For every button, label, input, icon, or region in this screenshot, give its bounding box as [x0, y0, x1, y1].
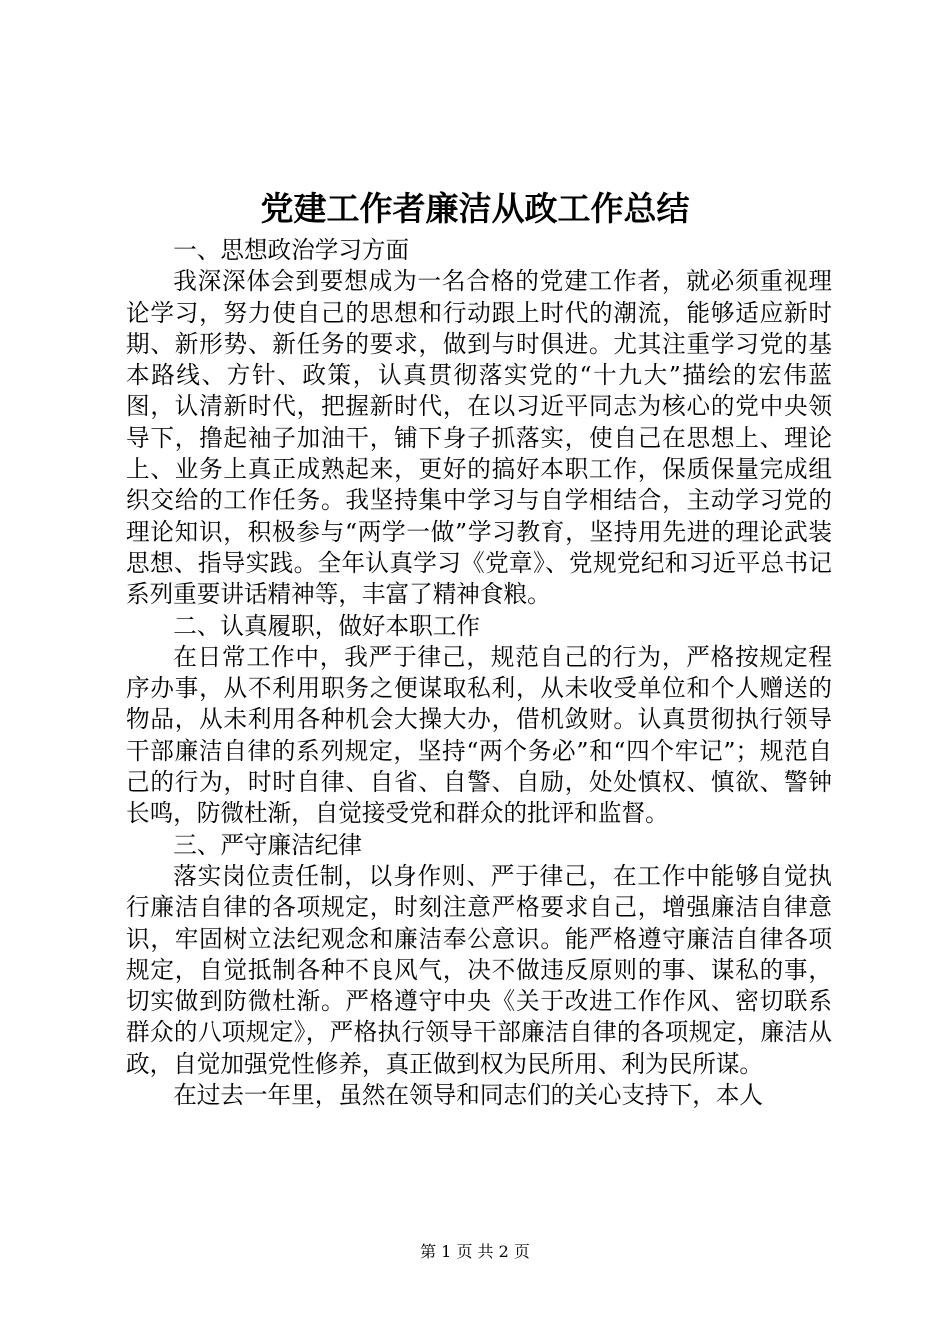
- page-number-footer: 第 1 页 共 2 页: [420, 1242, 530, 1261]
- section-heading: 一、思想政治学习方面: [173, 236, 410, 264]
- body-paragraph: 在日常工作中，我严于律己，规范自己的行为，严格按规定程序办事，从不利用职务之便谋取私利，从未收受单位和个人赠送的物品，从未利用各种机会大操大办，借机敛财。认真贯彻执行领导干部廉洁自律的系列规定，坚持“两个务必”和“四个牢记”；规范自己的行为，时时自律、自省、自警、自励，处处慎权、慎欲、警钟长鸣，防微杜渐，自觉接受党和群众的批评和监督。: [126, 642, 832, 828]
- body-paragraph: 我深深体会到要想成为一名合格的党建工作者，就必须重视理论学习，努力使自己的思想和行动跟上时代的潮流，能够适应新时期、新形势、新任务的要求，做到与时俱进。尤其注重学习党的基本路线、方针、政策，认真贯彻落实党的“十九大”描绘的宏伟蓝图，认清新时代，把握新时代，在以习近平同志为核心的党中央领导下，撸起袖子加油干，铺下身子抓落实，使自己在思想上、理论上、业务上真正成熟起来，更好的搞好本职工作，保质保量完成组织交给的工作任务。我坚持集中学习与自学相结合，主动学习党的理论知识，积极参与“两学一做”学习教育，坚持用先进的理论武装思想、指导实践。全年认真学习《党章》、党规党纪和习近平总书记系列重要讲话精神等，丰富了精神食粮。: [126, 267, 832, 609]
- document-title: 党建工作者廉洁从政工作总结: [260, 189, 690, 228]
- body-paragraph: 落实岗位责任制，以身作则、严于律己，在工作中能够自觉执行廉洁自律的各项规定，时刻注意严格要求自己，增强廉洁自律意识，牢固树立法纪观念和廉洁奉公意识。能严格遵守廉洁自律各项规定，自觉抵制各种不良风气，决不做违反原则的事、谋私的事，切实做到防微杜渐。严格遵守中央《关于改进工作作风、密切联系群众的八项规定》，严格执行领导干部廉洁自律的各项规定，廉洁从政，自觉加强党性修养，真正做到权为民所用、利为民所谋。: [126, 861, 832, 1078]
- body-paragraph: 在过去一年里，虽然在领导和同志们的关心支持下，本人: [173, 1081, 764, 1110]
- section-heading: 二、认真履职，做好本职工作: [173, 611, 480, 640]
- section-heading: 三、严守廉洁纪律: [173, 830, 362, 859]
- document-body: [126, 235, 832, 1111]
